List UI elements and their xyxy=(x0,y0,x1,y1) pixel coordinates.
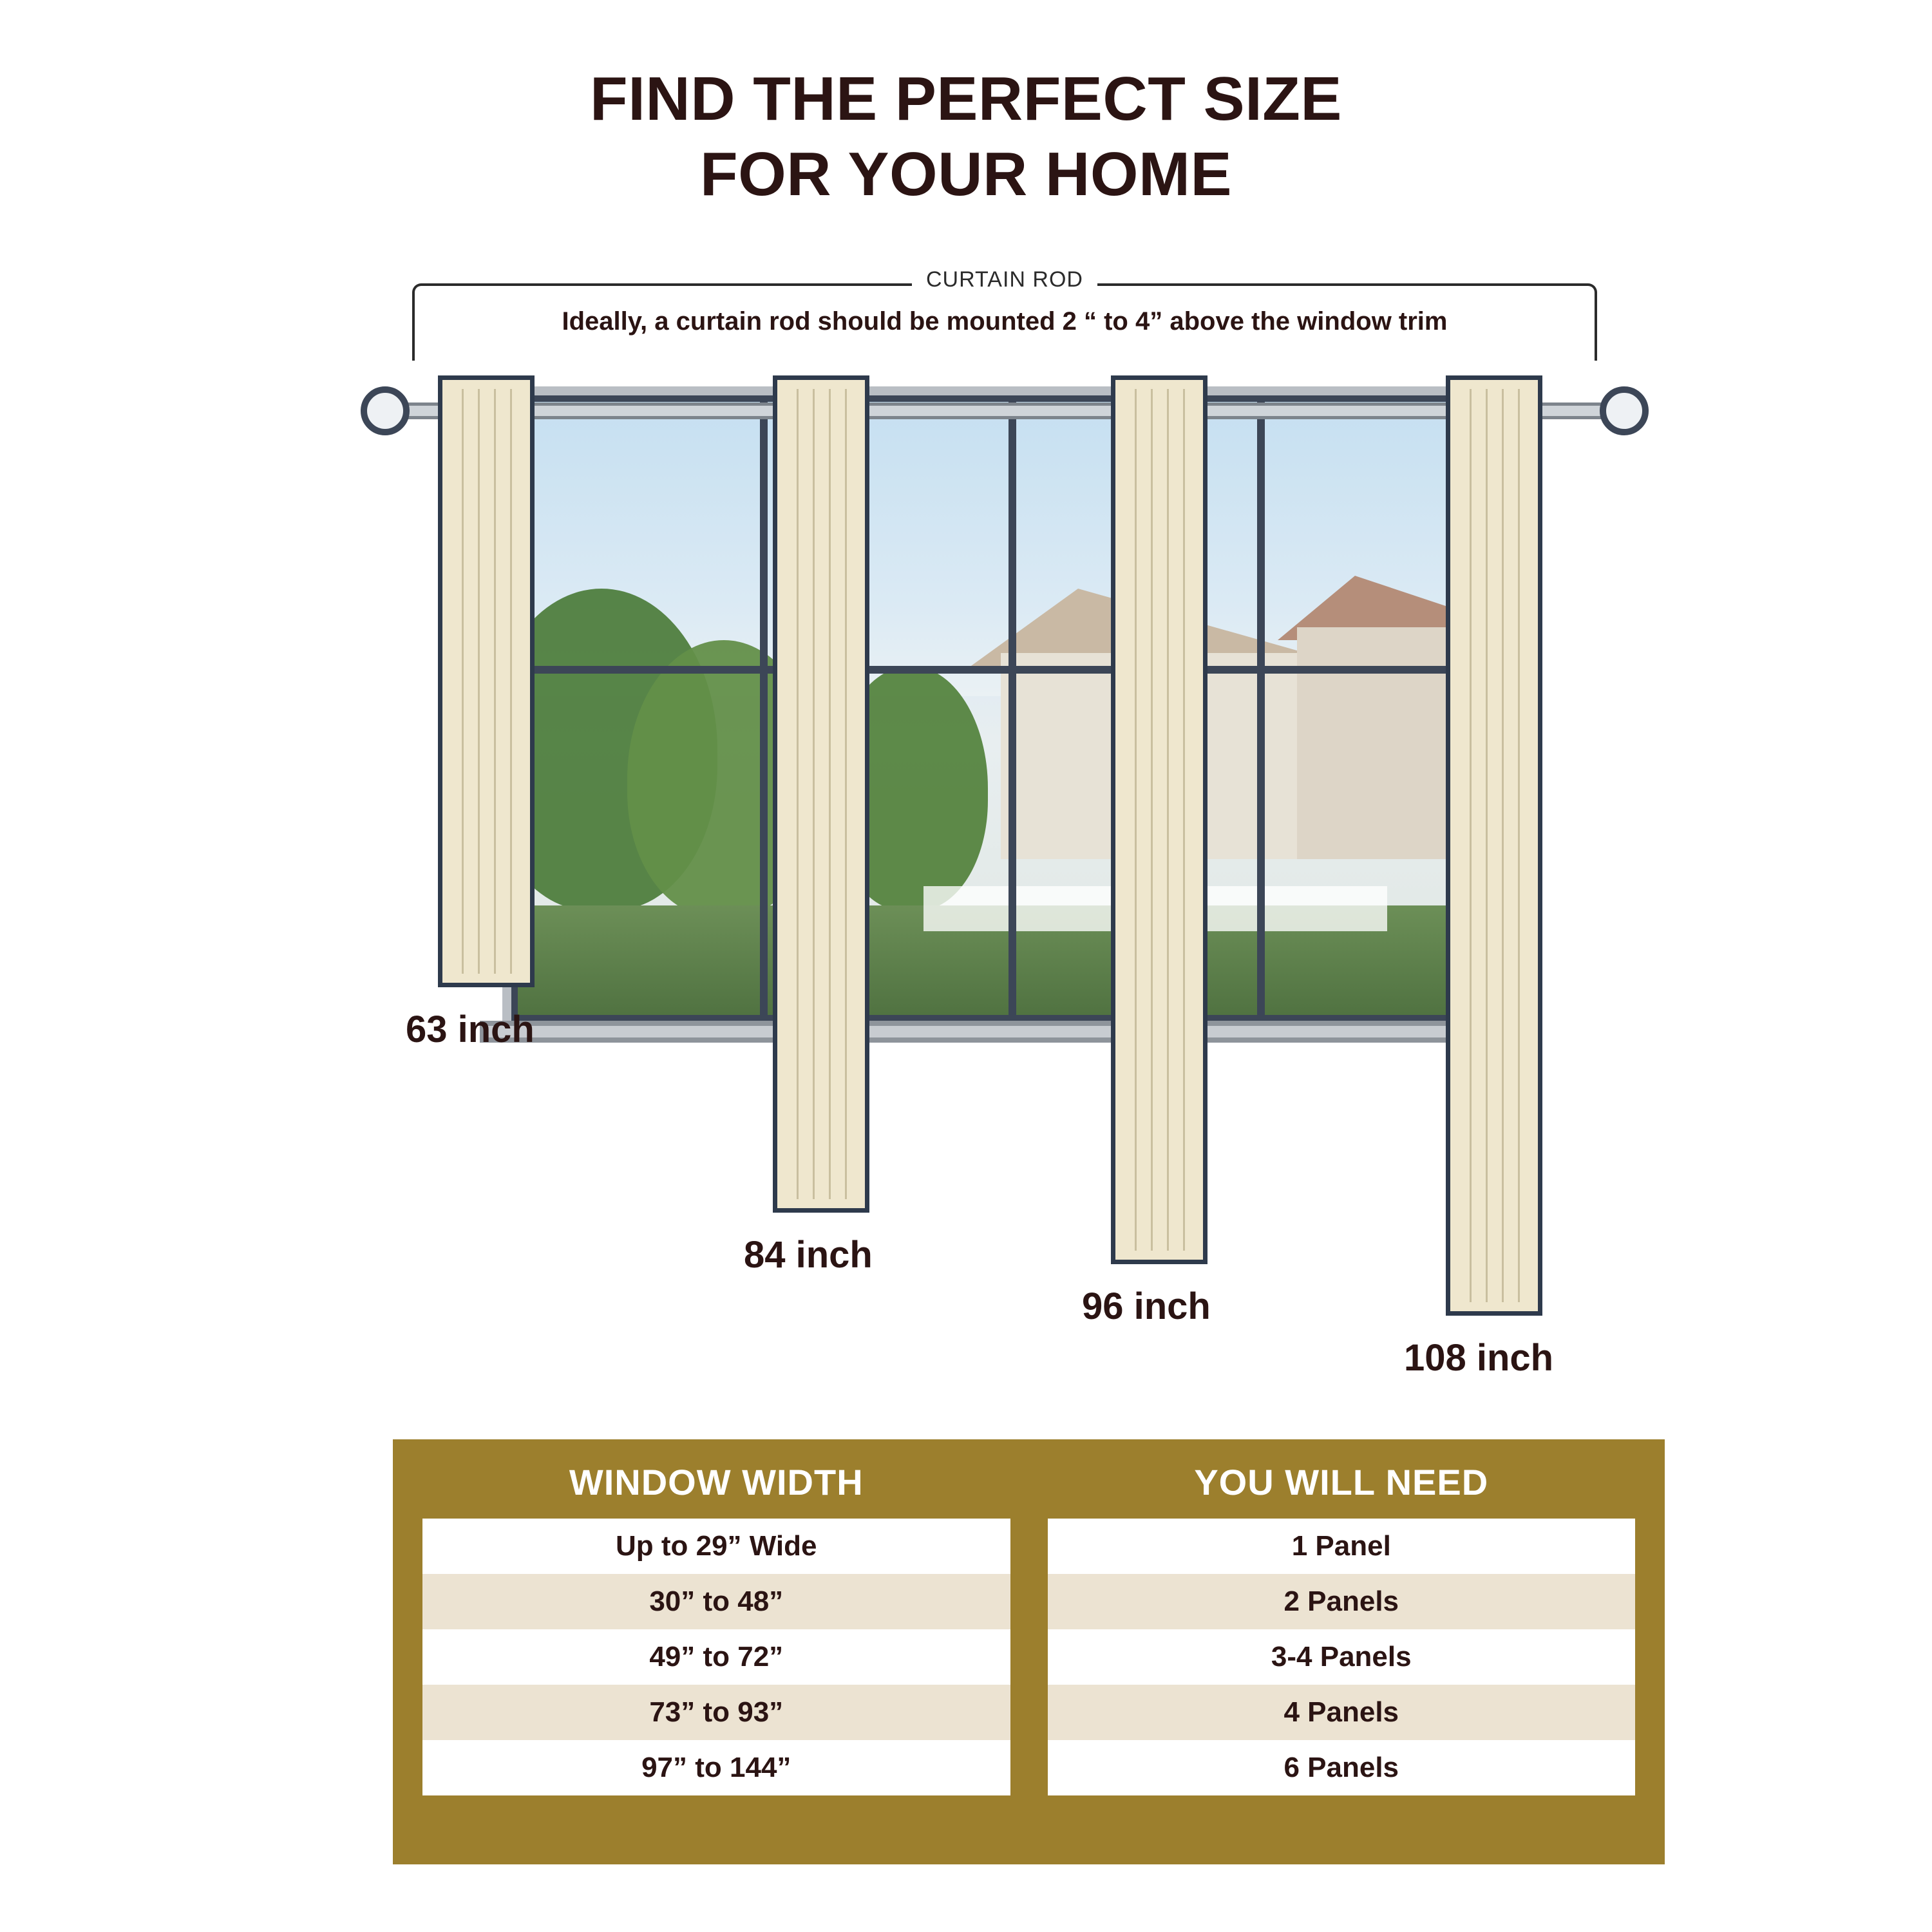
rod-finial-right-icon xyxy=(1600,386,1649,435)
window-mullion-horizontal xyxy=(511,666,1498,674)
table-cell-width: Up to 29” Wide xyxy=(422,1519,1010,1574)
table-header-window-width: WINDOW WIDTH xyxy=(569,1462,864,1502)
curtain-panel-63 xyxy=(438,375,535,987)
window-mullion-vertical xyxy=(1257,395,1265,1021)
table-cell-need: 4 Panels xyxy=(1048,1685,1636,1740)
table-cell-width: 97” to 144” xyxy=(422,1740,1010,1795)
curtain-panel-96 xyxy=(1111,375,1208,1264)
rod-finial-left-icon xyxy=(361,386,410,435)
title-line-2: FOR YOUR HOME xyxy=(699,140,1233,209)
table-cell-need: 3-4 Panels xyxy=(1048,1629,1636,1685)
curtain-rod-callout xyxy=(412,267,1597,357)
table-cell-width: 73” to 93” xyxy=(422,1685,1010,1740)
table-cell-need: 2 Panels xyxy=(1048,1574,1636,1629)
curtain-panel-label-96: 96 inch xyxy=(1082,1285,1211,1327)
curtain-panel-label-108: 108 inch xyxy=(1404,1337,1554,1379)
curtain-rod-bar xyxy=(399,402,1610,419)
sizing-table xyxy=(393,1439,1665,1864)
table-column-you-will-need xyxy=(1048,1519,1636,1795)
curtain-panel-84 xyxy=(773,375,869,1213)
window-frame xyxy=(502,386,1507,1030)
window-mullion-vertical xyxy=(1009,395,1016,1021)
curtain-panel-108 xyxy=(1446,375,1542,1316)
table-header-you-will-need: YOU WILL NEED xyxy=(1194,1462,1489,1502)
table-cell-need: 1 Panel xyxy=(1048,1519,1636,1574)
page-title xyxy=(0,61,1932,212)
window-sill xyxy=(480,1021,1530,1043)
curtain-rod-label: CURTAIN ROD xyxy=(912,267,1097,292)
table-cell-width: 30” to 48” xyxy=(422,1574,1010,1629)
curtain-panel-label-84: 84 inch xyxy=(744,1234,873,1276)
table-column-window-width xyxy=(422,1519,1010,1795)
title-line-1: FIND THE PERFECT SIZE xyxy=(590,64,1342,133)
table-cell-width: 49” to 72” xyxy=(422,1629,1010,1685)
curtain-rod-note: Ideally, a curtain rod should be mounted 2 “ to 4” above the window trim xyxy=(551,307,1459,336)
window-mullion-vertical xyxy=(760,395,768,1021)
window-scene xyxy=(374,357,1636,1379)
table-header-row xyxy=(422,1461,1635,1503)
table-cell-need: 6 Panels xyxy=(1048,1740,1636,1795)
table-body xyxy=(422,1519,1635,1795)
window-glass xyxy=(511,395,1498,1021)
curtain-panel-label-63: 63 inch xyxy=(406,1009,535,1050)
